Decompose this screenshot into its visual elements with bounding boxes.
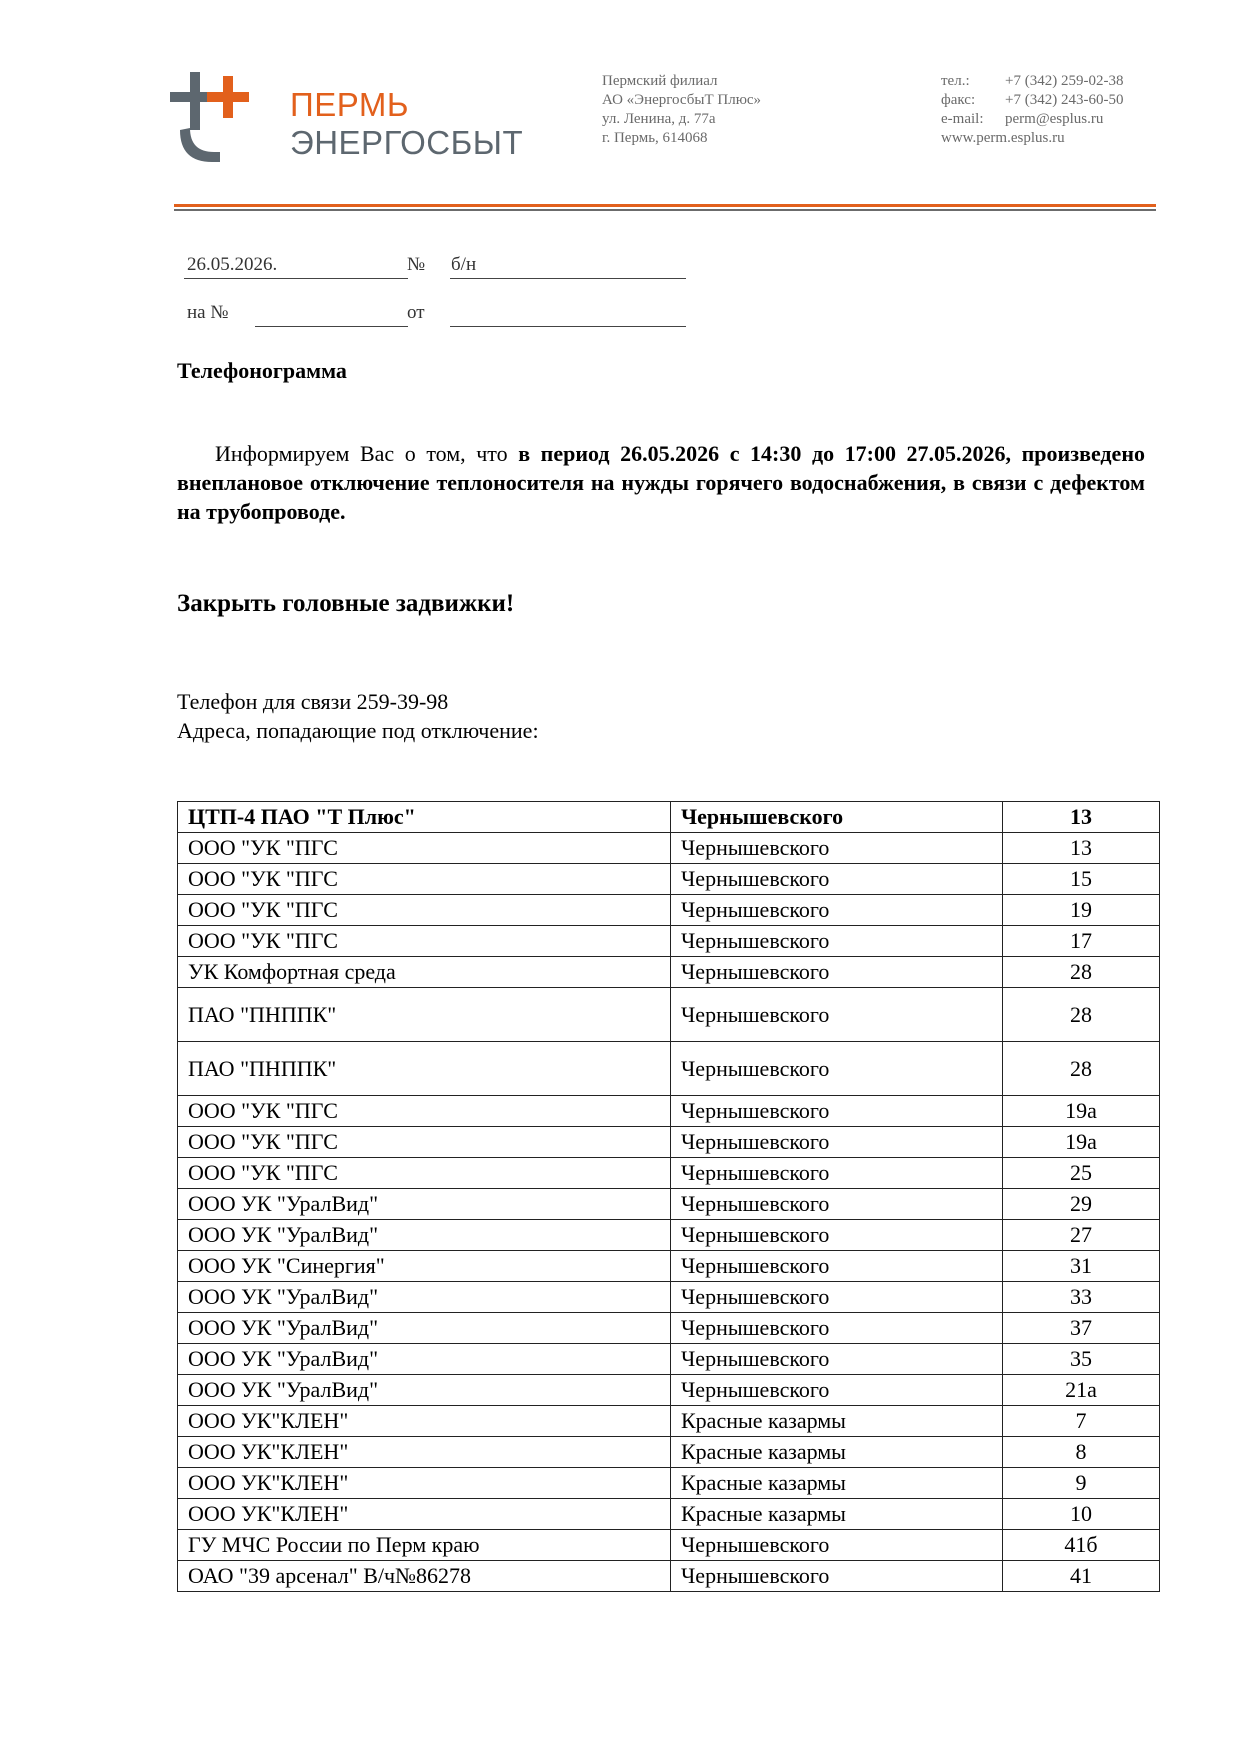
table-cell-house: 27 [1003,1220,1160,1251]
table-cell-org: ООО "УК "ПГС [178,864,671,895]
table-cell-house: 7 [1003,1406,1160,1437]
table-cell-street: Красные казармы [671,1437,1003,1468]
table-row [178,1042,1160,1096]
table-row [178,833,1160,864]
document-title: Телефонограмма [177,358,347,383]
table-cell-house: 19 [1003,895,1160,926]
table-cell-org: ООО УК "УралВид" [178,1313,671,1344]
table-cell-org: ООО УК"КЛЕН" [178,1468,671,1499]
table-row [178,1530,1160,1561]
contact-phone-line: Телефон для связи 259-39-98 [177,689,449,714]
table-row [178,926,1160,957]
reply-number-underline [255,326,408,327]
phone-value: +7 (342) 259-02-38 [1005,73,1124,89]
table-cell-house: 41б [1003,1530,1160,1561]
fax-value: +7 (342) 243-60-50 [1005,92,1124,108]
table-cell-org: ООО "УК "ПГС [178,833,671,864]
table-cell-street: Чернышевского [671,1344,1003,1375]
table-cell-house: 19а [1003,1127,1160,1158]
table-cell-org: ООО "УК "ПГС [178,1158,671,1189]
table-cell-street: Чернышевского [671,988,1003,1042]
table-cell-house: 19а [1003,1096,1160,1127]
table-cell-org: ПАО "ПНППК" [178,1042,671,1096]
table-cell-street: Чернышевского [671,1127,1003,1158]
contact-values [1005,72,1123,129]
table-cell-house: 9 [1003,1468,1160,1499]
notice-details: в период 26.05.2026 с 14:30 до 17:00 27.05.2026, произведено внеплановое отключение теплоносителя на нужды горячего водоснабжения, в связи с дефектом на трубопроводе. [177,441,1145,524]
table-cell-street: Чернышевского [671,1561,1003,1592]
table-cell-house: 41 [1003,1561,1160,1592]
table-cell-street: Чернышевского [671,833,1003,864]
org-street: ул. Ленина, д. 77а [602,111,716,127]
reply-date-underline [450,326,686,327]
table-cell-org: ЦТП-4 ПАО "Т Плюс" [178,802,671,833]
notice-paragraph [177,439,1145,526]
fax-label: факс: [941,92,976,108]
table-cell-org: ОАО "39 арсенал" В/ч№86278 [178,1561,671,1592]
table-cell-org: ООО УК "Синергия" [178,1251,671,1282]
table-cell-street: Чернышевского [671,1251,1003,1282]
phone-label: тел.: [941,73,970,89]
table-row [178,957,1160,988]
table-cell-street: Чернышевского [671,1189,1003,1220]
table-row [178,1251,1160,1282]
table-cell-org: ООО УК"КЛЕН" [178,1406,671,1437]
reply-date-label: от [407,302,425,323]
header-divider-orange [174,204,1156,207]
notice-intro: Информируем Вас о том, что [215,441,519,466]
table-cell-org: УК Комфортная среда [178,957,671,988]
table-cell-street: Чернышевского [671,1375,1003,1406]
table-cell-house: 10 [1003,1499,1160,1530]
table-row [178,1437,1160,1468]
table-cell-street: Чернышевского [671,1313,1003,1344]
table-cell-org: ООО УК "УралВид" [178,1189,671,1220]
org-branch: Пермский филиал [602,73,718,89]
table-cell-house: 33 [1003,1282,1160,1313]
addresses-intro: Адреса, попадающие под отключение: [177,718,539,743]
table-cell-street: Чернышевского [671,1158,1003,1189]
table-cell-org: ООО УК "УралВид" [178,1344,671,1375]
table-cell-street: Чернышевского [671,864,1003,895]
org-company: АО «ЭнергосбыТ Плюс» [602,92,762,108]
table-cell-house: 13 [1003,833,1160,864]
table-row [178,1127,1160,1158]
table-row [178,1096,1160,1127]
table-cell-street: Чернышевского [671,926,1003,957]
table-cell-house: 8 [1003,1437,1160,1468]
table-row [178,1561,1160,1592]
table-cell-org: ООО УК"КЛЕН" [178,1499,671,1530]
table-cell-house: 29 [1003,1189,1160,1220]
table-cell-house: 28 [1003,988,1160,1042]
table-cell-house: 35 [1003,1344,1160,1375]
company-logo-icon [170,72,265,162]
table-row [178,1158,1160,1189]
table-row [178,864,1160,895]
table-row [178,895,1160,926]
table-cell-house: 21а [1003,1375,1160,1406]
table-cell-org: ООО "УК "ПГС [178,895,671,926]
website-link[interactable]: www.perm.esplus.ru [941,130,1065,146]
reply-number-label: на № [187,302,229,323]
table-cell-street: Чернышевского [671,1530,1003,1561]
table-row [178,1189,1160,1220]
table-cell-org: ООО УК"КЛЕН" [178,1437,671,1468]
table-cell-street: Чернышевского [671,802,1003,833]
table-cell-org: ООО "УК "ПГС [178,1096,671,1127]
table-cell-street: Чернышевского [671,1220,1003,1251]
table-cell-house: 17 [1003,926,1160,957]
table-cell-house: 37 [1003,1313,1160,1344]
table-cell-house: 28 [1003,1042,1160,1096]
table-cell-street: Красные казармы [671,1406,1003,1437]
table-cell-street: Чернышевского [671,1096,1003,1127]
alert-instruction: Закрыть головные задвижки! [177,590,515,617]
table-header-row [178,802,1160,833]
table-cell-org: ГУ МЧС России по Перм краю [178,1530,671,1561]
table-cell-house: 13 [1003,802,1160,833]
table-cell-org: ООО УК "УралВид" [178,1282,671,1313]
table-cell-org: ПАО "ПНППК" [178,988,671,1042]
table-row [178,1406,1160,1437]
table-cell-street: Красные казармы [671,1468,1003,1499]
table-row [178,1282,1160,1313]
brand-name-line2: ЭНЕРГОСБЫТ [290,124,524,161]
table-cell-org: ООО УК "УралВид" [178,1220,671,1251]
document-date: 26.05.2026. [187,254,278,275]
table-cell-org: ООО "УК "ПГС [178,1127,671,1158]
header-divider-grey [174,209,1156,211]
table-row [178,1313,1160,1344]
table-cell-street: Красные казармы [671,1499,1003,1530]
table-row [178,988,1160,1042]
table-cell-house: 31 [1003,1251,1160,1282]
brand-name-line1: ПЕРМЬ [290,86,410,123]
table-row [178,1468,1160,1499]
table-cell-street: Чернышевского [671,1282,1003,1313]
table-cell-street: Чернышевского [671,1042,1003,1096]
table-cell-house: 15 [1003,864,1160,895]
table-row [178,1344,1160,1375]
table-row [178,1499,1160,1530]
table-cell-org: ООО УК "УралВид" [178,1375,671,1406]
table-cell-org: ООО "УК "ПГС [178,926,671,957]
table-cell-street: Чернышевского [671,957,1003,988]
org-city: г. Пермь, 614068 [602,130,708,146]
email-link[interactable]: perm@esplus.ru [1005,111,1104,127]
table-row [178,1375,1160,1406]
table-cell-house: 25 [1003,1158,1160,1189]
addresses-table [177,801,1160,1592]
email-label: e-mail: [941,111,984,127]
table-row [178,1220,1160,1251]
number-label: № [407,254,426,275]
table-cell-street: Чернышевского [671,895,1003,926]
org-address-block [602,72,761,148]
document-number: б/н [451,254,477,275]
date-underline [184,278,408,279]
table-cell-house: 28 [1003,957,1160,988]
number-underline [450,278,686,279]
